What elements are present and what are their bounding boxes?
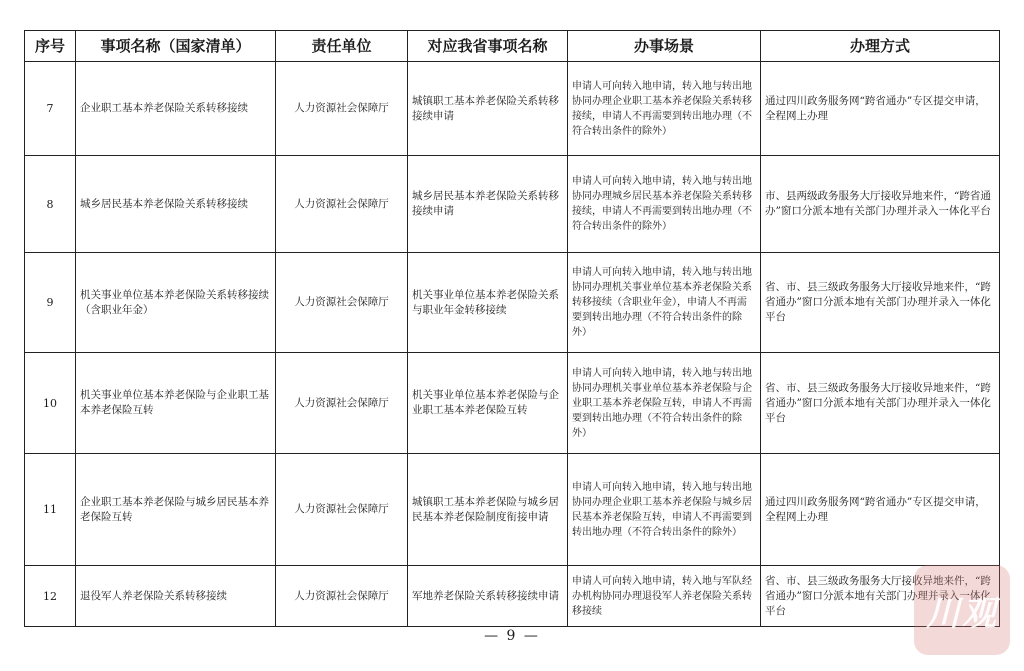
cell-method: 省、市、县三级政务服务大厅接收异地来件，“跨省通办”窗口分派本地有关部门办理并录入一体化平台 xyxy=(761,353,1000,454)
policy-table xyxy=(24,30,1000,627)
table-header-row xyxy=(25,31,1000,62)
cell-dept: 人力资源社会保障厅 xyxy=(276,454,408,566)
table-row xyxy=(25,156,1000,253)
cell-dept: 人力资源社会保障厅 xyxy=(276,353,408,454)
cell-item-name: 企业职工基本养老保险关系转移接续 xyxy=(76,62,276,156)
cell-province-item: 军地养老保险关系转移接续申请 xyxy=(408,566,568,627)
watermark-text: 川观 xyxy=(926,593,998,634)
cell-scene: 申请人可向转入地申请，转入地与转出地协同办理企业职工基本养老保险关系转移接续，申请人不再需要到转出地办理（不符合转出条件的除外） xyxy=(568,62,761,156)
cell-scene: 申请人可向转入地申请，转入地与转出地协同办理企业职工基本养老保险与城乡居民基本养老保险互转，申请人不再需要到转出地办理（不符合转出条件的除外） xyxy=(568,454,761,566)
cell-no: 12 xyxy=(25,566,76,627)
table-row xyxy=(25,253,1000,353)
cell-province-item: 城镇职工基本养老保险与城乡居民基本养老保险制度衔接申请 xyxy=(408,454,568,566)
header-method: 办理方式 xyxy=(761,31,1000,62)
cell-scene: 申请人可向转入地申请，转入地与转出地协同办理机关事业单位基本养老保险与企业职工基本养老保险互转，申请人不再需要到转出地办理（不符合转出条件的除外） xyxy=(568,353,761,454)
cell-province-item: 城镇职工基本养老保险关系转移接续申请 xyxy=(408,62,568,156)
cell-province-item: 机关事业单位基本养老保险关系与职业年金转移接续 xyxy=(408,253,568,353)
table-row xyxy=(25,454,1000,566)
cell-method: 市、县两级政务服务大厅接收异地来件，“跨省通办”窗口分派本地有关部门办理并录入一体化平台 xyxy=(761,156,1000,253)
page-number: — 9 — xyxy=(484,628,540,644)
cell-item-name: 机关事业单位基本养老保险与企业职工基本养老保险互转 xyxy=(76,353,276,454)
cell-scene: 申请人可向转入地申请，转入地与转出地协同办理机关事业单位基本养老保险关系转移接续（含职业年金），申请人不再需要到转出地办理（不符合转出条件的除外） xyxy=(568,253,761,353)
header-province-item: 对应我省事项名称 xyxy=(408,31,568,62)
cell-item-name: 机关事业单位基本养老保险关系转移接续（含职业年金） xyxy=(76,253,276,353)
cell-no: 10 xyxy=(25,353,76,454)
chuanguan-watermark-logo xyxy=(914,565,1010,655)
cell-method: 通过四川政务服务网“跨省通办”专区提交申请，全程网上办理 xyxy=(761,454,1000,566)
cell-no: 9 xyxy=(25,253,76,353)
cell-province-item: 城乡居民基本养老保险关系转移接续申请 xyxy=(408,156,568,253)
header-scene: 办事场景 xyxy=(568,31,761,62)
cell-item-name: 城乡居民基本养老保险关系转移接续 xyxy=(76,156,276,253)
cell-item-name: 企业职工基本养老保险与城乡居民基本养老保险互转 xyxy=(76,454,276,566)
cell-no: 7 xyxy=(25,62,76,156)
table-row xyxy=(25,353,1000,454)
cell-no: 11 xyxy=(25,454,76,566)
cell-scene: 申请人可向转入地申请，转入地与军队经办机构协同办理退役军人养老保险关系转移接续 xyxy=(568,566,761,627)
cell-scene: 申请人可向转入地申请，转入地与转出地协同办理城乡居民基本养老保险关系转移接续，申请人不再需要到转出地办理（不符合转出条件的除外） xyxy=(568,156,761,253)
policy-table-container xyxy=(24,30,999,627)
cell-item-name: 退役军人养老保险关系转移接续 xyxy=(76,566,276,627)
cell-method: 通过四川政务服务网“跨省通办”专区提交申请，全程网上办理 xyxy=(761,62,1000,156)
cell-province-item: 机关事业单位基本养老保险与企业职工基本养老保险互转 xyxy=(408,353,568,454)
table-row xyxy=(25,62,1000,156)
cell-dept: 人力资源社会保障厅 xyxy=(276,156,408,253)
cell-method: 省、市、县三级政务服务大厅接收异地来件，“跨省通办”窗口分派本地有关部门办理并录入一体化平台 xyxy=(761,253,1000,353)
cell-dept: 人力资源社会保障厅 xyxy=(276,62,408,156)
cell-dept: 人力资源社会保障厅 xyxy=(276,566,408,627)
header-no: 序号 xyxy=(25,31,76,62)
cell-method: 省、市、县三级政务服务大厅接收异地来件，“跨省通办”窗口分派本地有关部门办理并录入一体化平台 xyxy=(761,566,1000,627)
cell-dept: 人力资源社会保障厅 xyxy=(276,253,408,353)
cell-no: 8 xyxy=(25,156,76,253)
table-row xyxy=(25,566,1000,627)
header-dept: 责任单位 xyxy=(276,31,408,62)
header-item-name: 事项名称（国家清单） xyxy=(76,31,276,62)
